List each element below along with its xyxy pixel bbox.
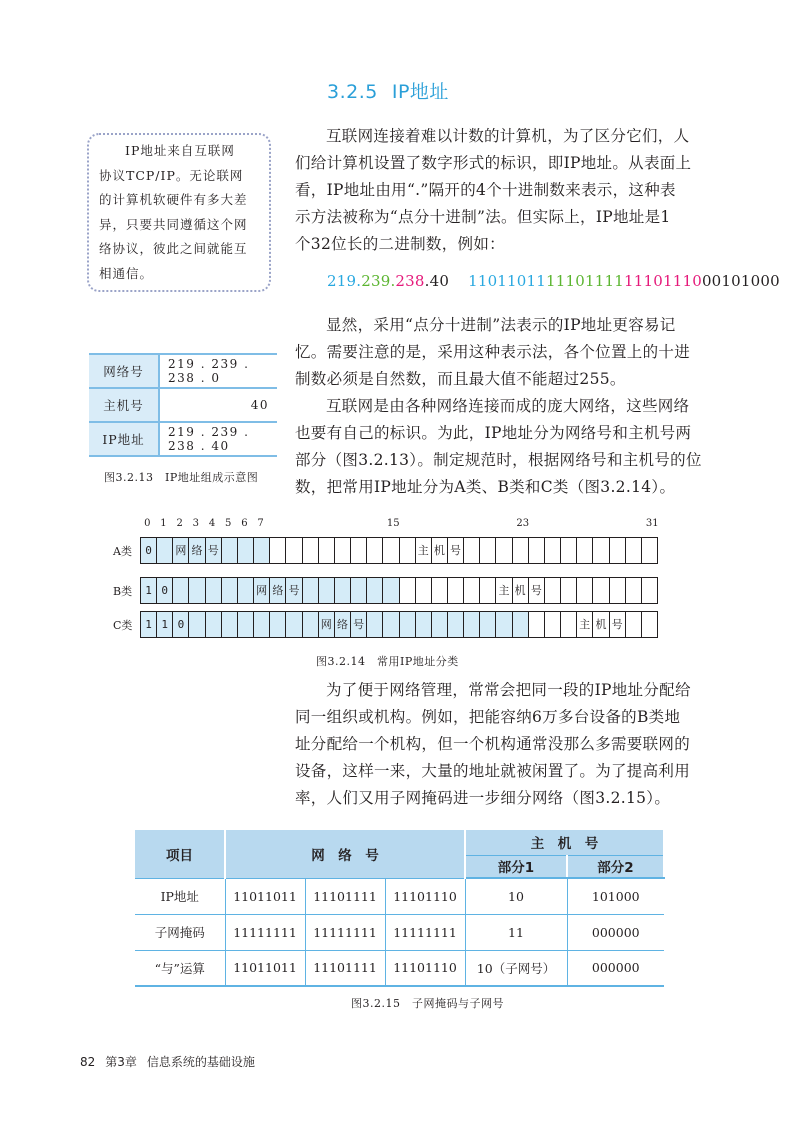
bit-cell [319, 578, 335, 603]
bit-cell [383, 578, 399, 603]
bit-cell: 0 [141, 538, 157, 563]
table-cell: 000000 [567, 950, 664, 986]
table-cell: 子网掩码 [135, 914, 225, 950]
table-cell: 11101111 [305, 878, 385, 914]
bit-cell: 络 [335, 612, 351, 637]
bit-cell: 号 [206, 538, 222, 563]
bit-cell: 号 [448, 538, 464, 563]
table-row [135, 914, 664, 950]
bit-cell [351, 538, 367, 563]
bit-index: 31 [645, 518, 659, 529]
table-cell: 11011011 [225, 950, 305, 986]
table-cell: 11011011 [225, 878, 305, 914]
paragraph-line: 率，人们又用子网掩码进一步细分网络（图3.2.15）。 [295, 789, 671, 807]
bit-index: 6 [241, 518, 248, 529]
paragraph-line: 址分配给一个机构，但一个机构通常没那么多需要联网的 [295, 735, 691, 753]
paragraph-4 [295, 677, 705, 812]
ip-octet-3: 238 [395, 272, 425, 290]
table-header-row [135, 830, 664, 855]
table-cell: 11101110 [385, 878, 465, 914]
bin-octet-2: 11101111 [546, 272, 624, 290]
bit-cell [238, 538, 254, 563]
bit-cell [642, 538, 657, 563]
table-row [89, 354, 277, 388]
bit-cell [545, 578, 561, 603]
bit-cell: 0 [157, 578, 173, 603]
figure-caption: 图3.2.13 IP地址组成示意图 [104, 471, 259, 484]
bit-cell [513, 612, 529, 637]
bit-cell: 主 [496, 578, 512, 603]
table-cell: 10 [465, 878, 567, 914]
dot: . [356, 272, 362, 290]
note-line: 协议TCP/IP。无论联网 [99, 167, 244, 183]
bit-cell [222, 612, 238, 637]
bit-cell [286, 538, 302, 563]
bit-row-1 [140, 577, 658, 604]
bit-cell [480, 538, 496, 563]
bit-index: 15 [386, 518, 400, 529]
bit-cell [626, 612, 642, 637]
note-line: 相通信。 [99, 265, 154, 281]
table-row [89, 422, 277, 456]
bit-cell [626, 538, 642, 563]
paragraph-line: 们给计算机设置了数字形式的标识，即IP地址。从表面上 [295, 154, 692, 172]
bit-cell [464, 578, 480, 603]
bit-cell [400, 538, 416, 563]
bit-cell: 号 [610, 612, 626, 637]
bit-cell [610, 538, 626, 563]
paragraph-line: 也要有自己的标识。为此，IP地址分为网络号和主机号两 [295, 424, 692, 442]
header-host: 主 机 号 [465, 830, 664, 855]
section-name: IP地址 [391, 81, 449, 103]
dot: . [390, 272, 396, 290]
bit-cell [432, 578, 448, 603]
table-cell: 101000 [567, 878, 664, 914]
bit-cell [383, 612, 399, 637]
bit-cell: 0 [173, 612, 189, 637]
bit-cell [496, 612, 512, 637]
bit-cell [448, 578, 464, 603]
bit-cell [189, 612, 205, 637]
bit-cell [173, 578, 189, 603]
bit-cell [367, 612, 383, 637]
ip-octet-4: .40 [424, 272, 450, 290]
class-label: B类 [113, 585, 133, 598]
class-label: C类 [113, 619, 133, 632]
note-line: 的计算机软硬件有多大差 [99, 192, 248, 207]
bit-cell [642, 578, 657, 603]
paragraph-line: 数，把常用IP地址分为A类、B类和C类（图3.2.14）。 [295, 478, 676, 496]
note-line: 络协议，彼此之间就能互 [99, 241, 248, 256]
bit-cell [238, 578, 254, 603]
bit-cell: 网 [173, 538, 189, 563]
bit-cell [189, 578, 205, 603]
chapter-label: 第3章 [105, 1055, 137, 1069]
page-footer [80, 1053, 265, 1070]
paragraph-line: 互联网是由各种网络连接而成的庞大网络，这些网络 [326, 397, 690, 415]
table-cell: “与”运算 [135, 950, 225, 986]
table-cell: 11111111 [385, 914, 465, 950]
paragraph-line: 部分（图3.2.13）。制定规范时，根据网络号和主机号的位 [295, 451, 702, 469]
bit-row-2 [140, 611, 658, 638]
paragraph-line: 同一组织或机构。例如，把能容纳6万多台设备的B类地 [295, 708, 681, 726]
bin-octet-1: 11011011 [468, 272, 547, 290]
bit-cell [222, 538, 238, 563]
ip-example [327, 272, 780, 290]
bit-cell [610, 578, 626, 603]
bit-cell: 号 [286, 578, 302, 603]
bit-cell [222, 578, 238, 603]
bit-cell [464, 612, 480, 637]
bit-cell [561, 612, 577, 637]
table-cell: 11101111 [305, 950, 385, 986]
bit-cell [335, 578, 351, 603]
bit-cell [254, 538, 270, 563]
bit-cell [545, 612, 561, 637]
page-number: 82 [80, 1055, 96, 1069]
bit-cell [367, 578, 383, 603]
bit-cell: 号 [529, 578, 545, 603]
bit-cell: 络 [189, 538, 205, 563]
table-cell: 11111111 [305, 914, 385, 950]
bit-cell: 主 [416, 538, 432, 563]
paragraph-line: 制数必须是自然数，而且最大值不能超过255。 [295, 370, 626, 388]
table-row [135, 878, 664, 914]
bit-cell [593, 538, 609, 563]
header-part2: 部分2 [567, 855, 664, 878]
row-value: 40 [159, 388, 277, 422]
bit-cell [400, 578, 416, 603]
bit-cell [529, 538, 545, 563]
paragraph-3 [295, 393, 705, 501]
bit-index: 3 [192, 518, 200, 529]
bit-cell [238, 612, 254, 637]
note-line: IP地址来自互联网 [125, 143, 235, 158]
bin-octet-4: 00101000 [701, 272, 780, 290]
section-number: 3.2.5 [327, 81, 378, 103]
bit-cell [286, 612, 302, 637]
row-label: 主机号 [89, 388, 159, 422]
bit-cell [303, 612, 319, 637]
bit-cell: 机 [432, 538, 448, 563]
bit-cell [593, 578, 609, 603]
bit-cell [577, 578, 593, 603]
ip-octet-1: 219 [327, 272, 357, 290]
bit-cell [351, 578, 367, 603]
bit-index: 7 [257, 518, 264, 529]
bit-cell: 网 [319, 612, 335, 637]
paragraph-line: 设备，这样一来，大量的地址就被闲置了。为了提高利用 [295, 762, 691, 780]
bit-cell [464, 538, 480, 563]
row-value: 219 . 239 . 238 . 0 [159, 354, 277, 388]
bit-index: 0 [144, 518, 151, 529]
bit-cell [626, 578, 642, 603]
bit-index: 23 [516, 518, 530, 529]
bit-cell: 1 [141, 578, 157, 603]
bit-cell [561, 578, 577, 603]
bit-cell [642, 612, 657, 637]
header-item: 项目 [135, 830, 225, 878]
table-row [135, 950, 664, 986]
table-cell: IP地址 [135, 878, 225, 914]
bit-cell [480, 578, 496, 603]
bit-cell: 络 [270, 578, 286, 603]
table-cell: 11 [465, 914, 567, 950]
row-label: IP地址 [89, 422, 159, 456]
bin-octet-3: 11101110 [623, 272, 702, 290]
bit-index: 4 [208, 518, 216, 529]
bit-cell [319, 538, 335, 563]
bit-cell [254, 612, 270, 637]
side-note [87, 133, 271, 292]
bit-cell [561, 538, 577, 563]
bit-cell: 1 [141, 612, 157, 637]
class-label: A类 [113, 545, 132, 558]
bit-row-0 [140, 537, 658, 564]
bit-cell [303, 578, 319, 603]
paragraph-line: 为了便于网络管理，常常会把同一段的IP地址分配给 [326, 681, 691, 699]
table-cell: 10（子网号） [465, 950, 567, 986]
paragraph-2 [295, 312, 705, 393]
bit-cell [206, 578, 222, 603]
bit-cell [416, 578, 432, 603]
bit-cell [496, 538, 512, 563]
bit-cell [400, 612, 416, 637]
bit-cell [432, 612, 448, 637]
table-cell: 11101110 [385, 950, 465, 986]
bit-cell: 网 [254, 578, 270, 603]
table-cell: 000000 [567, 914, 664, 950]
figure-caption: 图3.2.14 常用IP地址分类 [316, 655, 459, 668]
bit-cell [448, 612, 464, 637]
ip-composition-table [89, 353, 277, 457]
ip-octet-2: 239 [361, 272, 391, 290]
bit-cell [270, 538, 286, 563]
bit-cell [513, 538, 529, 563]
row-label: 网络号 [89, 354, 159, 388]
bit-cell [303, 538, 319, 563]
bit-cell [335, 538, 351, 563]
paragraph-line: 看，IP地址由用“.”隔开的4个十进制数来表示，这种表 [295, 181, 676, 199]
paragraph-line: 示方法被称为“点分十进制”法。但实际上，IP地址是1 [295, 208, 671, 226]
bit-index: 2 [176, 518, 183, 529]
section-title [327, 77, 463, 104]
chapter-title: 信息系统的基础设施 [146, 1055, 255, 1069]
bit-cell: 号 [351, 612, 367, 637]
table-row [89, 388, 277, 422]
bit-cell: 机 [593, 612, 609, 637]
bit-cell [545, 538, 561, 563]
bit-cell: 主 [577, 612, 593, 637]
bit-cell [206, 612, 222, 637]
paragraph-line: 个32位长的二进制数，例如： [295, 235, 505, 253]
bit-cell: 1 [157, 612, 173, 637]
bit-index: 1 [160, 518, 167, 529]
header-part1: 部分1 [465, 855, 567, 878]
table-cell: 11111111 [225, 914, 305, 950]
subnet-mask-table [135, 830, 665, 987]
paragraph-line: 互联网连接着难以计数的计算机，为了区分它们，人 [326, 127, 690, 145]
bit-cell [367, 538, 383, 563]
paragraph-line: 忆。需要注意的是，采用这种表示法，各个位置上的十进 [295, 343, 691, 361]
figure-caption: 图3.2.15 子网掩码与子网号 [351, 997, 504, 1010]
row-value: 219 . 239 . 238 . 40 [159, 422, 277, 456]
bit-cell [577, 538, 593, 563]
bit-cell [416, 612, 432, 637]
bit-cell [480, 612, 496, 637]
bit-cell [270, 612, 286, 637]
bit-index: 5 [225, 518, 232, 529]
bit-cell: 机 [513, 578, 529, 603]
bit-cell [529, 612, 545, 637]
header-network: 网 络 号 [225, 830, 465, 878]
paragraph-1 [295, 123, 705, 258]
bit-cell [383, 538, 399, 563]
note-line: 异，只要共同遵循这个网 [99, 216, 248, 232]
paragraph-line: 显然，采用“点分十进制”法表示的IP地址更容易记 [326, 316, 676, 334]
bit-cell [157, 538, 173, 563]
